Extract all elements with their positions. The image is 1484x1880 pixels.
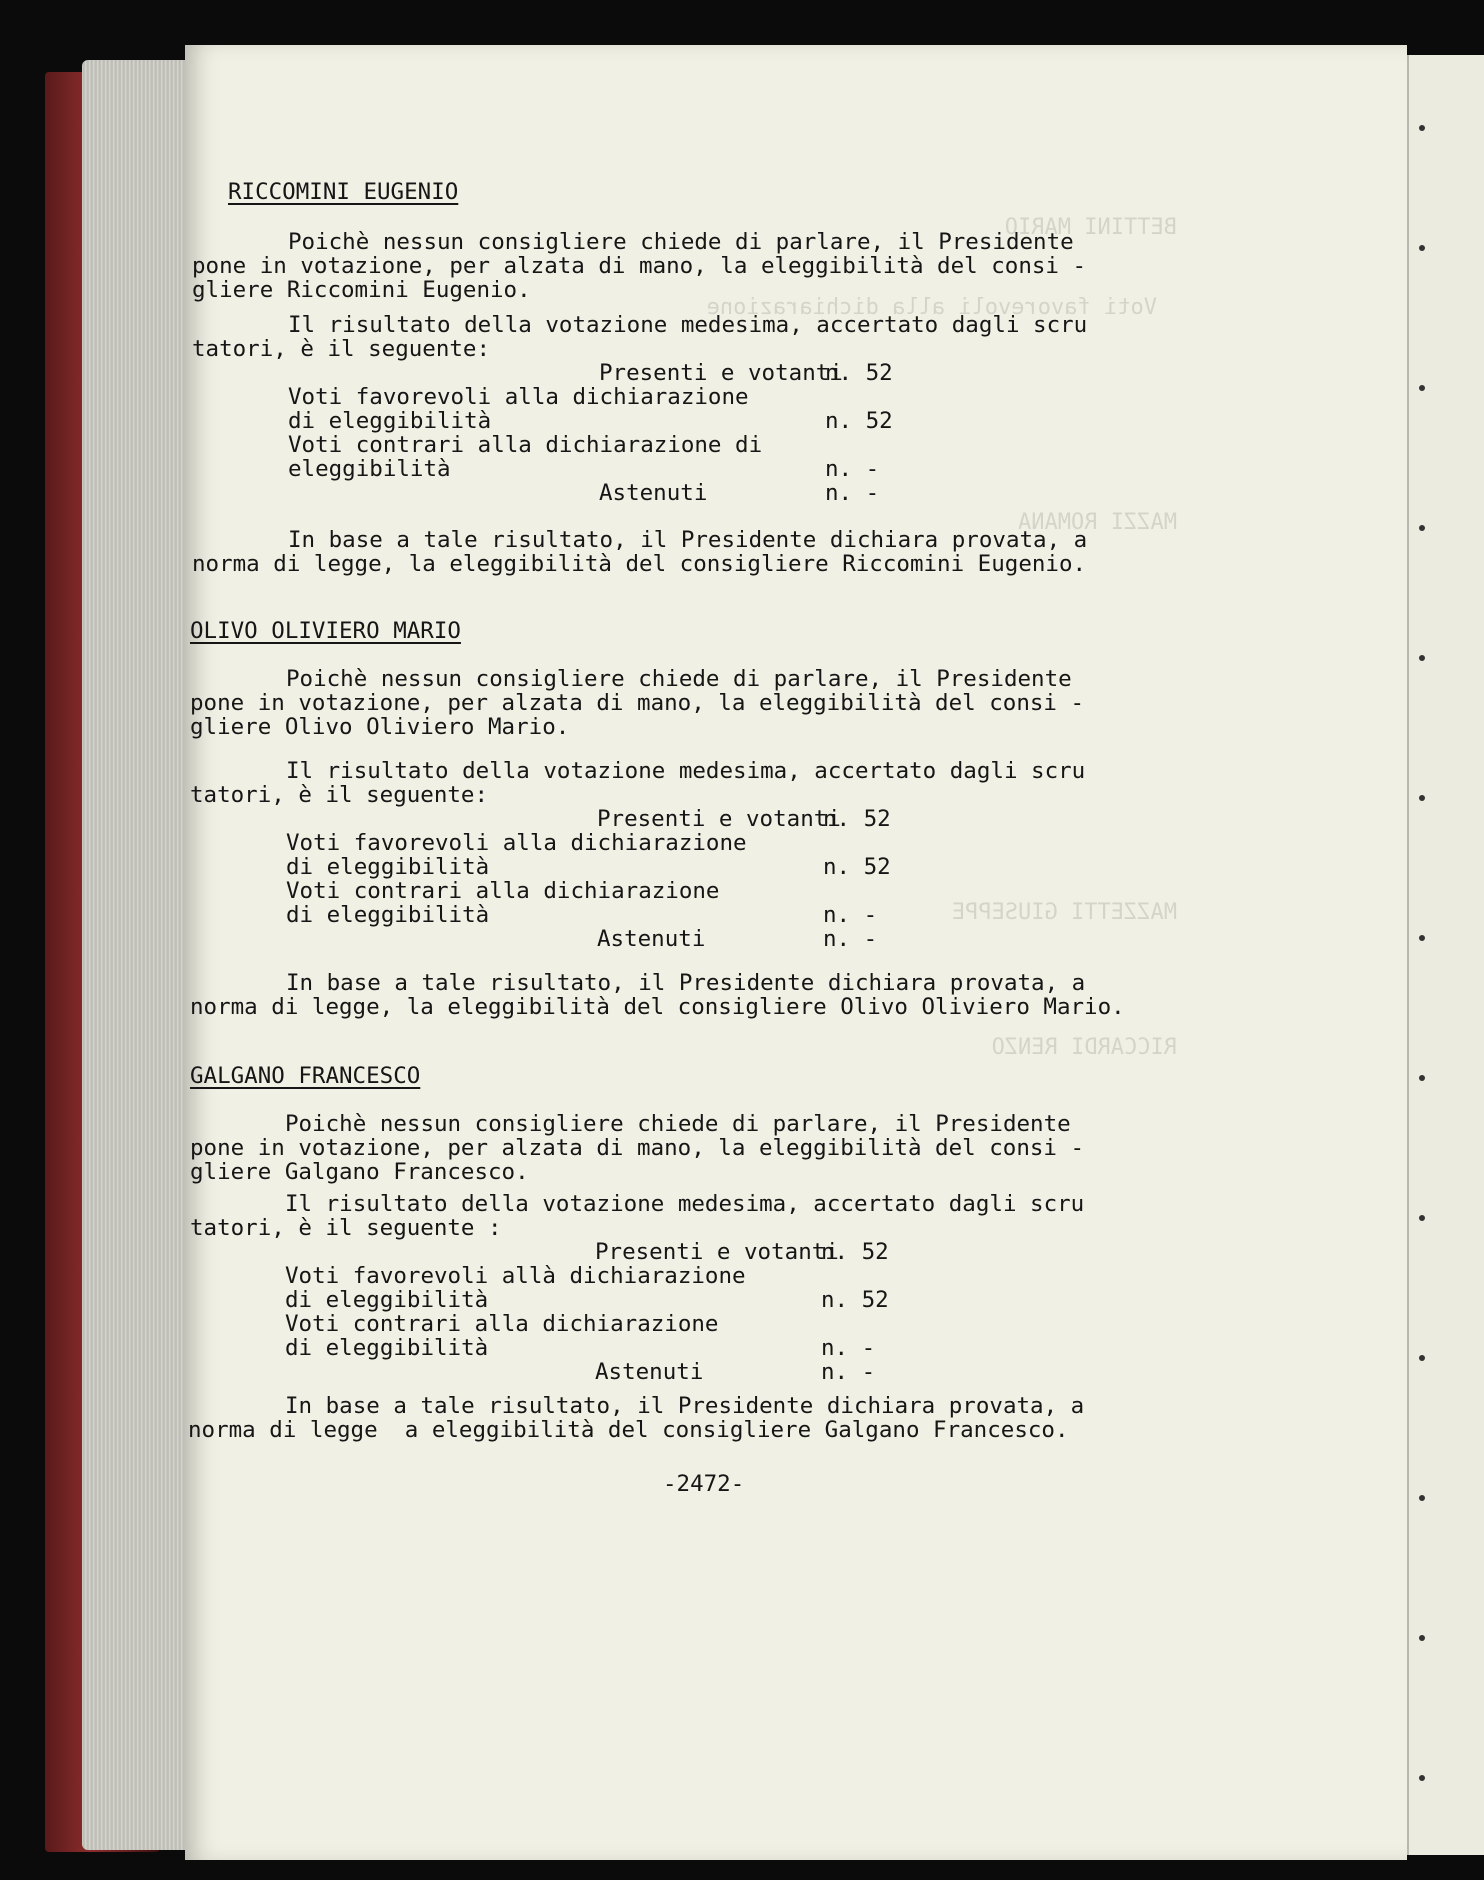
intro-line: Poichè nessun consigliere chiede di parlare, il Presidente — [288, 229, 1074, 255]
conclusion-line: In base a tale risultato, il Presidente dichiara provata, a — [286, 970, 1086, 996]
intro-line: gliere Galgano Francesco. — [190, 1159, 529, 1185]
favorevoli-value: n. 52 — [821, 1287, 889, 1313]
document-page — [185, 45, 1407, 1860]
presenti-value: n. 52 — [821, 1239, 889, 1265]
presenti-value: n. 52 — [825, 360, 893, 386]
section-heading: GALGANO FRANCESCO — [190, 1063, 421, 1089]
presenti-value: n. 52 — [823, 806, 891, 832]
contrari-label: Voti contrari alla dichiarazione di — [288, 432, 763, 458]
favorevoli-label: Voti favorevoli allà dichiarazione — [285, 1263, 746, 1289]
favorevoli-label: di eleggibilità — [288, 408, 492, 434]
result-intro-line: Il risultato della votazione medesima, accertato dagli scru — [288, 312, 1088, 338]
astenuti-label: Astenuti — [595, 1359, 704, 1385]
astenuti-label: Astenuti — [599, 480, 708, 506]
favorevoli-value: n. 52 — [823, 854, 891, 880]
section-heading: OLIVO OLIVIERO MARIO — [190, 618, 461, 644]
contrari-label: di eleggibilità — [286, 902, 490, 928]
bleed-line: MAZZETTI GIUSEPPE — [951, 900, 1177, 925]
result-intro-line: tatori, è il seguente: — [190, 782, 489, 808]
astenuti-value: n. - — [821, 1359, 876, 1385]
presenti-label: Presenti e votanti — [597, 806, 841, 832]
favorevoli-label: Voti favorevoli alla dichiarazione — [288, 384, 749, 410]
result-intro-line: tatori, è il seguente : — [190, 1215, 502, 1241]
page-number: -2472- — [663, 1471, 745, 1497]
favorevoli-value: n. 52 — [825, 408, 893, 434]
result-intro-line: tatori, è il seguente: — [192, 336, 491, 362]
section-heading: RICCOMINI EUGENIO — [228, 179, 459, 205]
favorevoli-label: di eleggibilità — [285, 1287, 489, 1313]
intro-line: pone in votazione, per alzata di mano, la eleggibilità del consi - — [192, 253, 1087, 279]
bleed-line: RICCARDI RENZO — [991, 1035, 1177, 1060]
favorevoli-label: Voti favorevoli alla dichiarazione — [286, 830, 747, 856]
page-stack-edges — [82, 60, 192, 1850]
intro-line: Poichè nessun consigliere chiede di parlare, il Presidente — [285, 1111, 1071, 1137]
intro-line: pone in votazione, per alzata di mano, la eleggibilità del consi - — [190, 690, 1085, 716]
bleed-line: Voti favorevoli alla dichiarazione — [706, 295, 1157, 320]
bleed-line: BETTINI MARIO — [1004, 215, 1177, 240]
result-intro-line: Il risultato della votazione medesima, accertato dagli scru — [286, 758, 1086, 784]
favorevoli-label: di eleggibilità — [286, 854, 490, 880]
intro-line: Poichè nessun consigliere chiede di parlare, il Presidente — [286, 666, 1072, 692]
conclusion-line: norma di legge, la eleggibilità del consigliere Olivo Oliviero Mario. — [190, 994, 1125, 1020]
astenuti-label: Astenuti — [597, 926, 706, 952]
astenuti-value: n. - — [825, 480, 880, 506]
conclusion-line: In base a tale risultato, il Presidente dichiara provata, a — [288, 527, 1088, 553]
presenti-label: Presenti e votanti — [599, 360, 843, 386]
contrari-label: Voti contrari alla dichiarazione — [286, 878, 720, 904]
presenti-label: Presenti e votanti — [595, 1239, 839, 1265]
contrari-value: n. - — [823, 902, 878, 928]
intro-line: gliere Olivo Oliviero Mario. — [190, 714, 570, 740]
astenuti-value: n. - — [823, 926, 878, 952]
contrari-label: eleggibilità — [288, 456, 451, 482]
contrari-value: n. - — [821, 1335, 876, 1361]
result-intro-line: Il risultato della votazione medesima, accertato dagli scru — [285, 1191, 1085, 1217]
contrari-value: n. - — [825, 456, 880, 482]
bleed-line: MAZZI ROMANA — [1018, 510, 1177, 535]
conclusion-line: norma di legge a eleggibilità del consigliere Galgano Francesco. — [188, 1417, 1069, 1443]
contrari-label: Voti contrari alla dichiarazione — [285, 1311, 719, 1337]
intro-line: pone in votazione, per alzata di mano, la eleggibilità del consi - — [190, 1135, 1085, 1161]
conclusion-line: In base a tale risultato, il Presidente dichiara provata, a — [285, 1393, 1085, 1419]
conclusion-line: norma di legge, la eleggibilità del consigliere Riccomini Eugenio. — [192, 551, 1087, 577]
next-page-edge — [1407, 55, 1484, 1855]
contrari-label: di eleggibilità — [285, 1335, 489, 1361]
intro-line: gliere Riccomini Eugenio. — [192, 277, 531, 303]
typed-document — [185, 45, 1407, 1860]
